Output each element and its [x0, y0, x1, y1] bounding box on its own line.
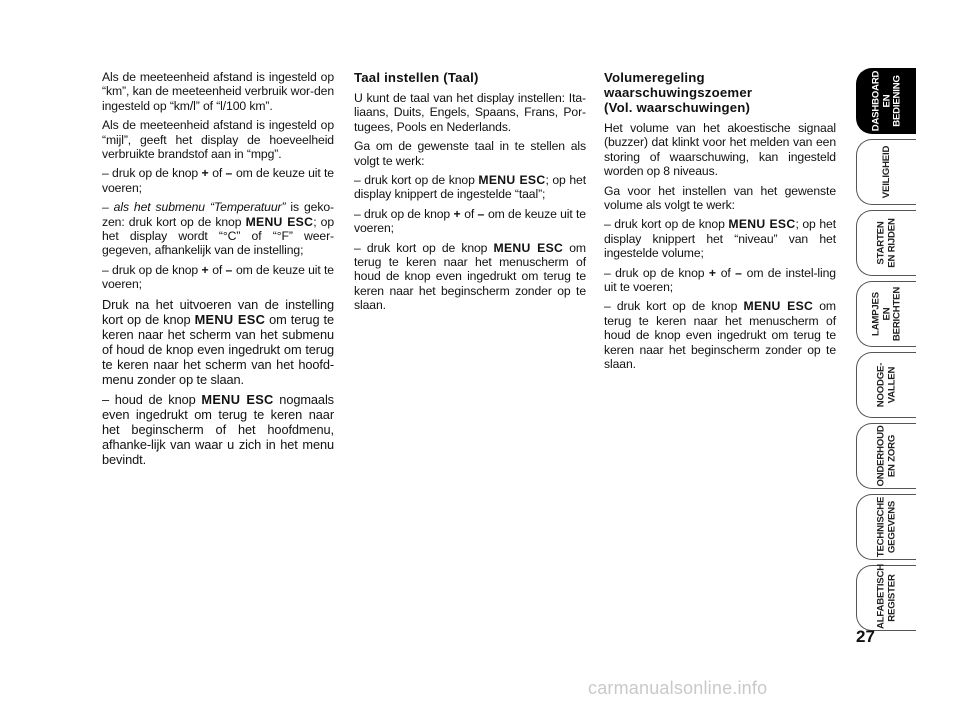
text: – druk op de knop: [604, 265, 709, 280]
tab-veiligheid[interactable]: [856, 139, 916, 205]
text: of: [716, 265, 736, 280]
text: om terug te keren naar het menuscherm of houd de knop even ingedrukt om terug te keren naar het beginscherm zonder op te slaan.: [604, 299, 836, 372]
watermark: carmanualsonline.info: [588, 678, 768, 698]
text: om terug te keren naar het menuscherm of houd de knop even ingedrukt om terug te keren naar het beginscherm zonder op te slaan.: [354, 240, 586, 313]
section-heading: Taal instellen (Taal): [354, 70, 479, 85]
text: ; op het display wordt “°C” of “°F” weer-gegeven, afhankelijk van de instelling;: [102, 214, 334, 258]
paragraph: [604, 299, 836, 371]
menu-esc-key: MENU ESC: [194, 311, 266, 327]
text: om de instel-ling uit te voeren;: [604, 265, 836, 295]
text: Druk na het uitvoeren van de instelling kort op de knop: [102, 296, 334, 327]
tab-dashboard-en-bediening[interactable]: [856, 68, 916, 134]
tab-label: DASHBOARD EN BEDIENING: [869, 70, 902, 132]
paragraph: [604, 217, 836, 260]
menu-esc-key: MENU ESC: [478, 173, 546, 188]
tab-onderhoud-en-zorg[interactable]: [856, 423, 916, 489]
minus-key: –: [225, 262, 233, 277]
heading-line: (Vol. waarschuwingen): [604, 100, 751, 115]
text: om de keuze uit te voeren;: [102, 262, 334, 292]
paragraph: Ga om de gewenste taal in te stellen als volgt te werk:: [354, 139, 586, 168]
tab-label: ONDERHOUD EN ZORG: [875, 425, 897, 487]
text-column-1: [102, 70, 334, 472]
paragraph: [102, 166, 334, 195]
text: of: [208, 262, 226, 277]
paragraph: U kunt de taal van het display instellen: Ita-liaans, Duits, Engels, Spaans, Frans, Por-tugees, Pools en Nederlands.: [354, 91, 586, 134]
paragraph: Het volume van het akoestische signaal (buzzer) dat klinkt voor het melden van een storing of waarschuwing, kan ingesteld worden op 8 niveaus.: [604, 121, 836, 179]
menu-esc-key: MENU ESC: [493, 240, 564, 255]
text: of: [208, 166, 226, 181]
text: – druk kort op de knop: [354, 240, 494, 255]
page-number: 27: [856, 627, 875, 646]
tab-starten-en-rijden[interactable]: [856, 210, 916, 276]
tab-noodgevallen[interactable]: [856, 352, 916, 418]
text: – druk kort op de knop: [354, 173, 479, 188]
text: – druk kort op de knop: [604, 217, 729, 232]
paragraph: Als de meeteenheid afstand is ingesteld op “km”, kan de meeteenheid verbruik wor-den ingesteld op “km/l” of “l/100 km”.: [102, 70, 334, 113]
paragraph: Als de meeteenheid afstand is ingesteld op “mijl”, geeft het display de hoeveelheid verbruikte brandstof aan in “mpg”.: [102, 118, 334, 162]
text-column-3: [604, 70, 836, 377]
minus-key: –: [477, 206, 485, 221]
paragraph: [102, 392, 334, 467]
tab-label: LAMPJES EN BERICHTEN: [869, 286, 902, 342]
plus-key: +: [201, 262, 209, 277]
menu-esc-key: MENU ESC: [245, 214, 314, 229]
paragraph: [102, 297, 334, 387]
text: ; op het display knippert het “niveau” van het ingestelde volume;: [604, 217, 836, 261]
minus-key: –: [735, 265, 743, 280]
paragraph: [604, 266, 836, 295]
plus-key: +: [201, 166, 209, 181]
text: – druk kort op de knop: [604, 299, 744, 314]
text: nogmaals even ingedrukt om terug te keren naar het beginscherm of het hoofdmenu, afhanke-lijk van waar u zich in het menu bevindt.: [102, 391, 334, 467]
menu-esc-key: MENU ESC: [743, 299, 814, 314]
paragraph: Ga voor het instellen van het gewenste volume als volgt te werk:: [604, 183, 836, 213]
paragraph: [354, 241, 586, 313]
text: – druk op de knop: [354, 206, 454, 221]
heading-line: Volumeregeling: [604, 70, 705, 85]
tab-label: STARTEN EN RIJDEN: [875, 218, 897, 268]
section-heading: [604, 70, 836, 115]
paragraph: [354, 207, 586, 236]
text: of: [460, 206, 478, 221]
text: om terug te keren naar het scherm van het submenu of houd de knop even ingedrukt om terug te keren naar het scherm van het hoofd-menu zonder op te slaan.: [102, 311, 334, 387]
heading-line: waarschuwingszoemer: [604, 85, 753, 100]
text: – druk op de knop: [102, 262, 202, 277]
tab-label: NOODGE- VALLEN: [875, 362, 897, 408]
text: is geko-zen: druk kort op de knop: [102, 200, 334, 229]
text-column-2: [354, 70, 586, 318]
text: om de keuze uit te voeren;: [354, 206, 586, 236]
text: – houd de knop: [102, 391, 202, 407]
tab-label: TECHNISCHE GEGEVENS: [875, 496, 897, 558]
tab-technische-gegevens[interactable]: [856, 494, 916, 560]
italic-text: – als het submenu “Temperatuur”: [102, 200, 286, 215]
minus-key: –: [225, 166, 233, 181]
menu-esc-key: MENU ESC: [728, 217, 796, 232]
paragraph: [102, 263, 334, 292]
plus-key: +: [453, 206, 461, 221]
plus-key: +: [708, 265, 717, 280]
tab-lampjes-en-berichten[interactable]: [856, 281, 916, 347]
text: ; op het display knippert de ingestelde “taal”;: [354, 173, 586, 202]
tab-alfabetisch-register[interactable]: [856, 565, 916, 631]
paragraph: [102, 200, 334, 258]
menu-esc-key: MENU ESC: [201, 391, 274, 407]
text: – druk op de knop: [102, 166, 202, 181]
tab-label: VEILIGHEID: [880, 145, 892, 199]
paragraph: [354, 173, 586, 202]
tab-label: ALFABETISCH REGISTER: [875, 564, 897, 629]
text: om de keuze uit te voeren;: [102, 166, 334, 195]
